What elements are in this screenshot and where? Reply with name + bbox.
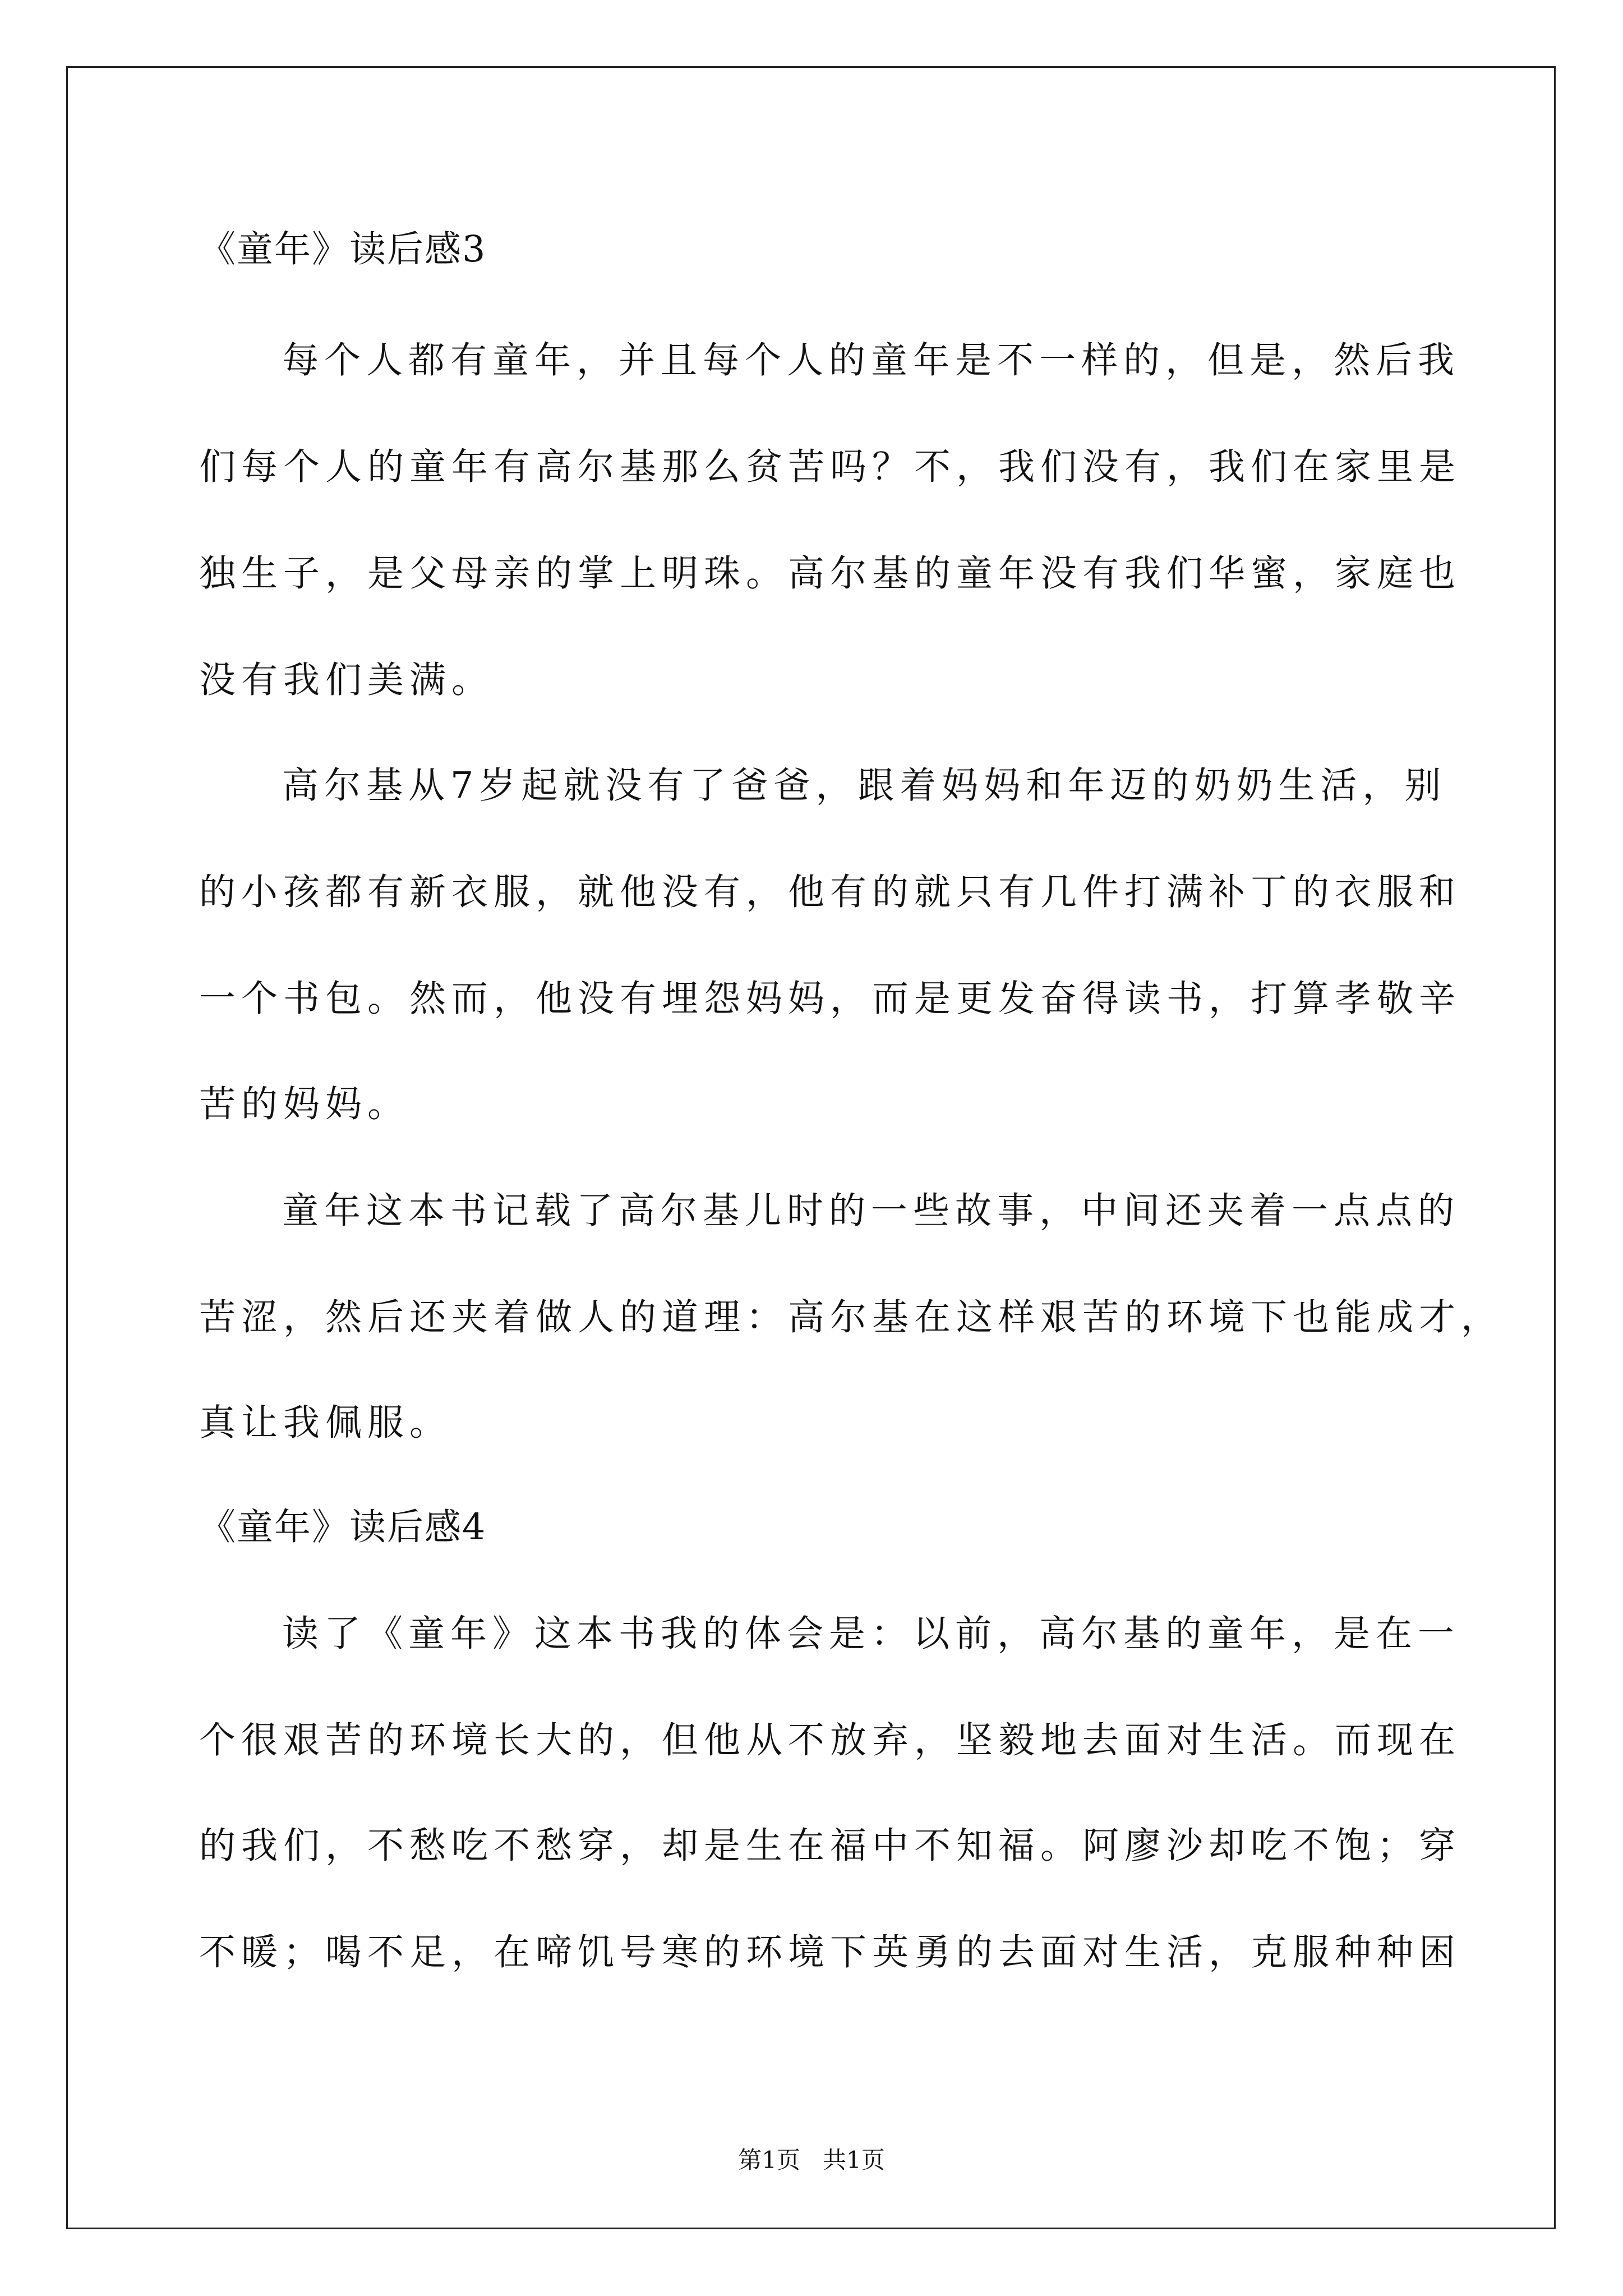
paragraph-line: 没有我们美满。 (199, 659, 494, 701)
paragraph-line: 们每个人的童年有高尔基那么贫苦吗？不，我们没有，我们在家里是 (199, 446, 1461, 488)
page-number-footer: 第1页 共1页 (738, 2146, 885, 2174)
paragraph-line: 的我们，不愁吃不愁穿，却是生在福中不知福。阿廖沙却吃不饱；穿 (199, 1825, 1461, 1867)
paragraph-line: 一个书包。然而，他没有埋怨妈妈，而是更发奋得读书，打算孝敬辛 (199, 978, 1461, 1020)
paragraph-line: 读了《童年》这本书我的体会是：以前，高尔基的童年，是在一 (282, 1613, 1460, 1655)
paragraph-line: 不暖；喝不足，在啼饥号寒的环境下英勇的去面对生活，克服种种困 (199, 1931, 1461, 1973)
section-title: 《童年》读后感4 (199, 1506, 487, 1548)
paragraph-line: 苦涩，然后还夹着做人的道理：高尔基在这样艰苦的环境下也能成才， (199, 1296, 1504, 1338)
paragraph-line: 独生子，是父母亲的掌上明珠。高尔基的童年没有我们华蜜，家庭也 (199, 553, 1461, 595)
paragraph-line: 的小孩都有新衣服，就他没有，他有的就只有几件打满补丁的衣服和 (199, 871, 1461, 913)
paragraph-line: 高尔基从7岁起就没有了爸爸，跟着妈妈和年迈的奶奶生活，别 (282, 765, 1447, 807)
paragraph-line: 个很艰苦的环境长大的，但他从不放弃，坚毅地去面对生活。而现在 (199, 1719, 1461, 1761)
paragraph-line: 童年这本书记载了高尔基儿时的一些故事，中间还夹着一点点的 (282, 1190, 1460, 1232)
section-title: 《童年》读后感3 (199, 228, 487, 270)
paragraph-line: 真让我佩服。 (199, 1402, 452, 1444)
paragraph-line: 每个人都有童年，并且每个人的童年是不一样的，但是，然后我 (282, 339, 1460, 381)
paragraph-line: 苦的妈妈。 (199, 1083, 410, 1125)
page-border (66, 66, 1556, 2229)
